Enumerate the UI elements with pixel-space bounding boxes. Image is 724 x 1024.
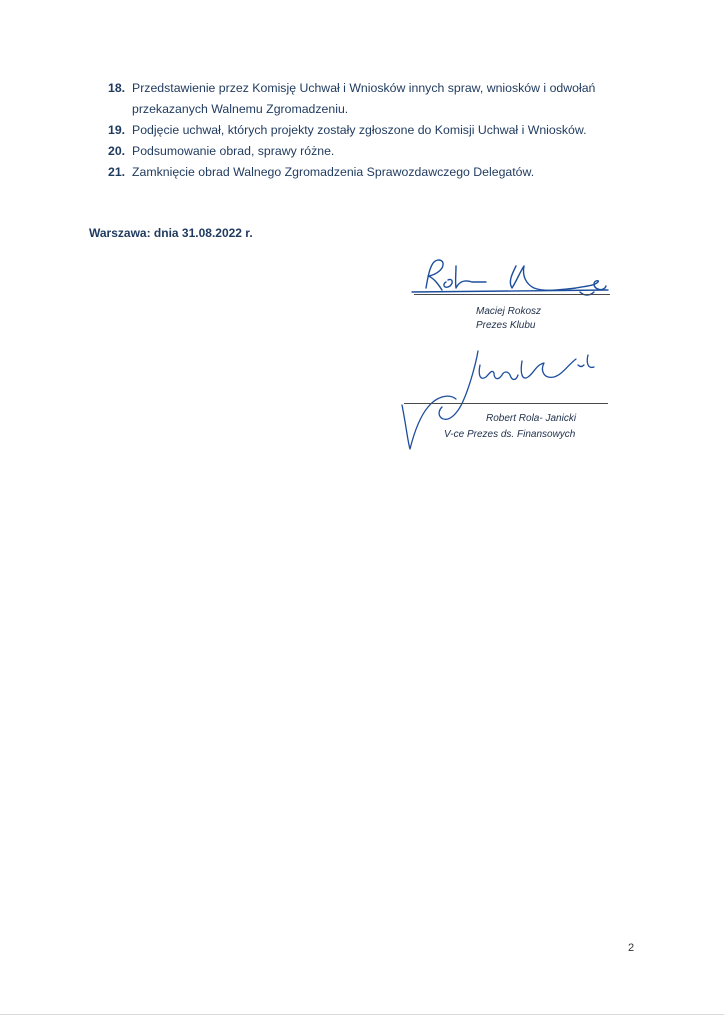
- agenda-item-text: Przedstawienie przez Komisję Uchwał i Wniosków innych spraw, wniosków i odwołań: [132, 81, 596, 95]
- agenda-item-text: Podjęcie uchwał, których projekty zostały zgłoszone do Komisji Uchwał i Wniosków.: [132, 123, 587, 137]
- agenda-item: [108, 120, 668, 141]
- date-line: Warszawa: dnia 31.08.2022 r.: [89, 226, 253, 240]
- agenda-list: [108, 78, 668, 183]
- signatory-name: Maciej Rokosz: [476, 306, 542, 317]
- agenda-item-number: 18.: [108, 81, 126, 95]
- signatory-role: V-ce Prezes ds. Finansowych: [444, 429, 576, 440]
- agenda-item: [108, 78, 668, 120]
- agenda-item: [108, 141, 668, 162]
- signature-block-vice-president: [398, 345, 613, 455]
- signature-block-president: [408, 252, 618, 334]
- agenda-item-continuation: przekazanych Walnemu Zgromadzeniu.: [132, 102, 349, 116]
- bottom-divider: [0, 1014, 724, 1015]
- signatory-name: Robert Rola- Janicki: [486, 413, 577, 424]
- signature-line: [404, 403, 608, 404]
- agenda-item-text: Podsumowanie obrad, sprawy różne.: [132, 144, 335, 158]
- agenda-item-number: 19.: [108, 123, 126, 137]
- page-number: 2: [628, 942, 635, 954]
- agenda-item: [108, 162, 668, 183]
- agenda-item-text: Zamknięcie obrad Walnego Zgromadzenia Sprawozdawczego Delegatów.: [132, 165, 535, 179]
- signatory-role: Prezes Klubu: [476, 320, 536, 331]
- signature-line: [414, 294, 610, 295]
- agenda-item-number: 21.: [108, 165, 126, 179]
- agenda-item-number: 20.: [108, 144, 126, 158]
